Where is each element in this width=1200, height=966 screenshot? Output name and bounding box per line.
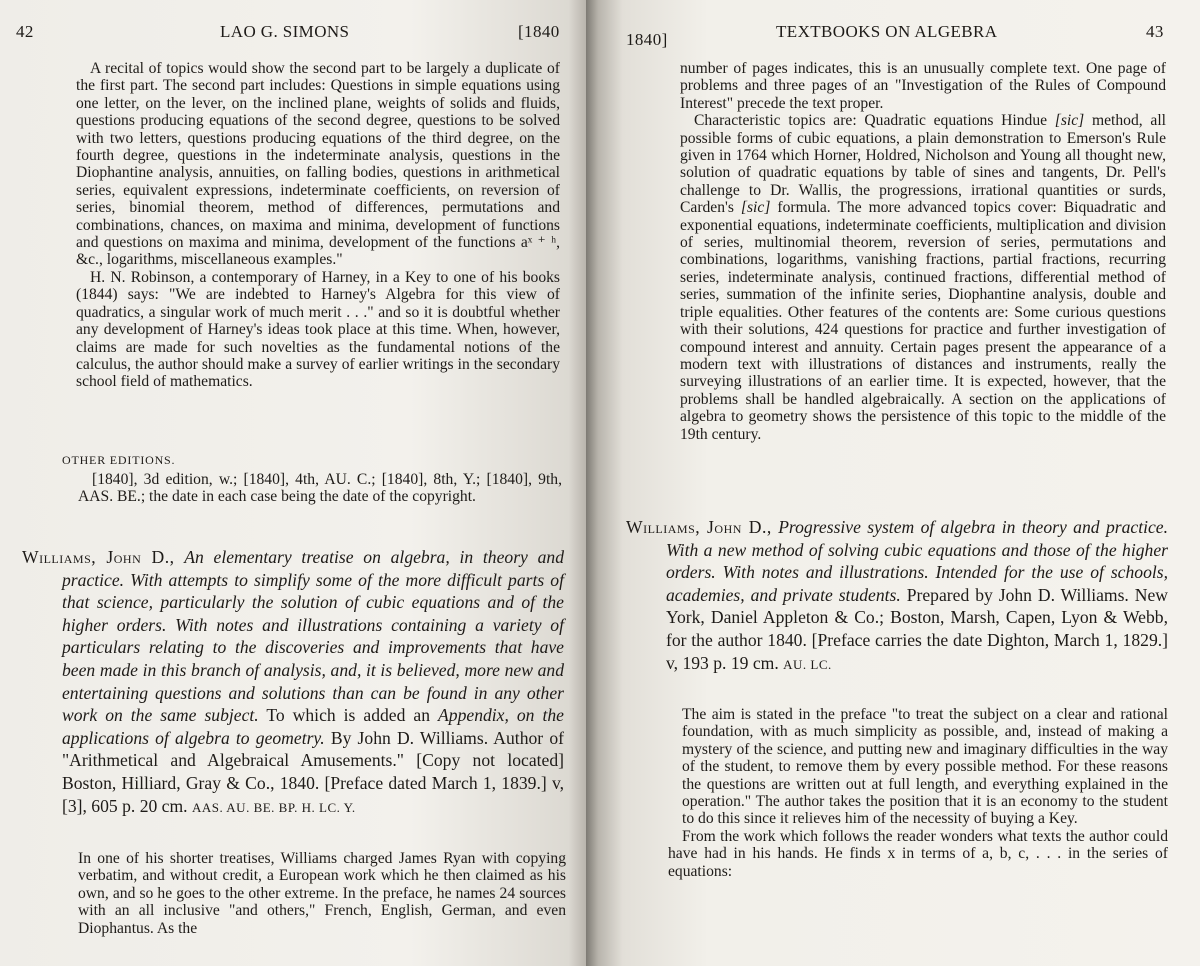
right-running-head: TEXTBOOKS ON ALGEBRA: [776, 22, 998, 41]
left-entry-title: An elementary treatise on algebra, in theory and practice. With attempts to simplify some of the more difficult parts of that science, particularly the solution of cubic equations and of the higher orders. With notes and illustrations containing a variety of particulars relating to the discoveries and improvements that have been made in this branch of analysis, and, it is believed, more new and entertaining questions and solutions than can be found in any other work on the same subject.: [62, 547, 565, 726]
right-closing-body: [668, 706, 1168, 880]
right-bracket-year: 1840]: [626, 30, 668, 49]
left-entry-locations: AAS. AU. BE. BP. H. LC. Y.: [192, 799, 356, 815]
left-bracket-year: [1840: [518, 22, 560, 41]
sic-mark-1: [sic]: [1054, 112, 1085, 130]
left-closing-body: [64, 850, 566, 937]
right-page: [586, 0, 1200, 966]
left-entry-text-a: To which is added an: [266, 705, 431, 726]
right-entry-text: Prepared by John D. Williams. New York, Daniel Appleton & Co.; Boston, Marsh, Capen, Lyon & Webb, for the author 1840. [Preface carries the date Dighton, March 1, 1829.] v, 193 p. 19 cm.: [666, 584, 1168, 673]
left-entry-appendix: Appendix, on the applications of algebra to geometry.: [62, 705, 564, 748]
sic-mark-2: [sic]: [740, 199, 771, 217]
other-editions-text: [1840], 3d edition, w.; [1840], 4th, AU. C.; [1840], 8th, Y.; [1840], 9th, AAS. BE.; the date in each case being the date of the copyright.: [78, 471, 562, 506]
left-entry-text-c: By John D. Williams. Author of "Arithmetical and Algebraical Amusements." [Copy not located] Boston, Hilliard, Gray & Co., 1840. [Preface dated March 1, 1839.] v, [3], 605 p. 20 cm.: [62, 727, 564, 816]
other-editions-label: OTHER EDITIONS.: [62, 453, 176, 467]
right-entry-author: Williams, John D.,: [626, 517, 772, 537]
left-page-number: 42: [16, 22, 34, 41]
topics-text-c: formula. The more advanced topics cover: Biquadratic and exponential equations, indeterminate coefficients, multiplication and division of series, multinomial theorem, reversion of series, permutations and combinations, logarithms, vanishing fractions, partial fractions, recurring series, indeterminate analysis, continued fractions, differential method of series, summation of the infinite series, Diophantine analysis, double and triple equalities. Other features of the contents are: Some curious questions with their solutions, 424 questions for practice and further investigation of compound interest and annuity. Certain pages present the appearance of a modern text with illustrations of distances and instruments, really the surveying illustrations of an earlier time. It is expected, however, that the problems shall be handled algebraically. A section on the applications of algebra to geometry shows the persistence of this topic to the middle of the 19th century.: [680, 199, 1166, 443]
right-entry-locations: AU. LC.: [783, 656, 832, 672]
right-entry-paragraph: [626, 516, 1168, 676]
other-editions-block: [78, 471, 562, 506]
left-paragraph-robinson: H. N. Robinson, a contemporary of Harney, in a Key to one of his books (1844) says: "We are indebted to Harney's Algebra for this view of quadratics, a singular work of much merit . . ." and so it is doubtful whether any development of Harney's ideas took place at this time. When, however, claims are made for such novelties as the fundamental notions of the calculus, the author should make a survey of earlier writings in the secondary school field of mathematics.: [76, 268, 560, 391]
left-paragraph-topics: A recital of topics would show the second part to be largely a duplicate of the first part. The second part includes: Questions in simple equations using one letter, on the lever, on the inclined plane, weights of solids and fluids, questions producing equations of the second degree, questions to be solved with two letters, questions producing equations of the third degree, on the fourth degree, questions in the indeterminate analysis, questions in the Diophantine analysis, annuities, on falling bodies, questions in arithmetical series, equivalent expressions, indeterminate coefficients, on reversion of series, binomial theorem, method of differences, permutations and combinations, chances, on maxima and minima, development of functions and questions on maxima and minima, development of the functions aˣ ⁺ ʰ, &c., logarithms, miscellaneous examples.": [76, 60, 560, 269]
right-body-text: [680, 60, 1166, 443]
left-running-head: LAO G. SIMONS: [220, 22, 350, 41]
left-page: [0, 0, 586, 966]
right-paragraph-equations: From the work which follows the reader wonders what texts the author could have had in his hands. He finds x in terms of a, b, c, . . . in the series of equations:: [668, 827, 1168, 880]
left-bibliographic-entry: [22, 546, 564, 819]
left-paragraph-ryan: In one of his shorter treatises, Williams charged James Ryan with copying verbatim, and without credit, a European work which he then claimed as his own, and so he goes to the other extreme. In the preface, he names 24 sources with an all inclusive "and others," French, English, German, and even Diophantus. As the: [78, 850, 566, 937]
left-entry-author: Williams, John D.,: [22, 547, 175, 567]
left-body-text: [76, 60, 560, 391]
right-entry-title: Progressive system of algebra in theory and practice. With a new method of solving cubic equations and those of the higher orders. With notes and illustrations. Intended for the use of schools, academies, and private students.: [666, 517, 1169, 605]
right-page-number: 43: [1146, 22, 1164, 41]
right-bibliographic-entry: [626, 516, 1168, 676]
topics-text-a: Characteristic topics are: Quadratic equations Hindue: [694, 112, 1048, 130]
left-entry-paragraph: [22, 546, 564, 819]
right-paragraph-topics: [680, 112, 1166, 443]
right-paragraph-continuation: number of pages indicates, this is an unusually complete text. One page of problems and three pages of an "Investigation of the Rules of Compound Interest" precede the text proper.: [680, 60, 1166, 112]
topics-text-b: method, all possible forms of cubic equations, a plain demonstration to Emerson's Rule given in 1764 which Horner, Holdred, Nicholson and Young all thought new, solution of quadratic equations by table of sines and tangents, Dr. Pell's challenge to Dr. Wallis, the progressions, irrational quantities or surds, Carden's: [680, 112, 1166, 217]
right-paragraph-aim: The aim is stated in the preface "to treat the subject on a clear and rational foundation, with as much simplicity as possible, and, instead of making a mystery of the science, and putting new and imaginary difficulties in the way of the student, to remove them by every possible method. For these reasons the questions are written out at full length, and everything explained in the operation." The author takes the position that it is an economy to the student to do this since it relieves him of the necessity of buying a Key.: [682, 706, 1168, 828]
